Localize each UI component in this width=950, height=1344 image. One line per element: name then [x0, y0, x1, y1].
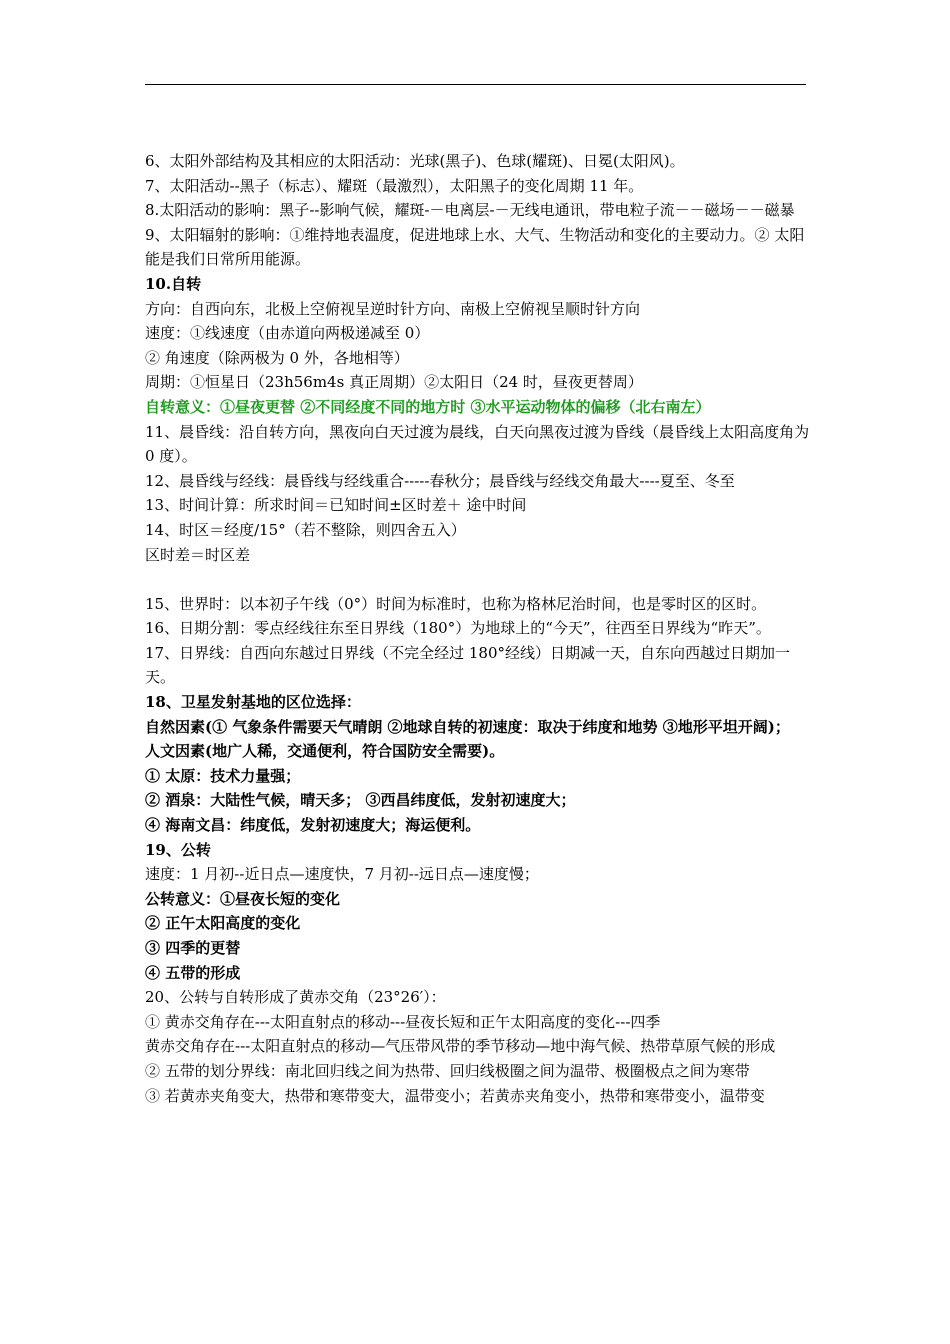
document-body	[145, 149, 810, 1108]
obliquity-change: ③ 若黄赤夹角变大，热带和寒带变大，温带变小；若黄赤夹角变小，热带和寒带变小，温带变	[145, 1086, 765, 1105]
line-20: 20、公转与自转形成了黄赤交角（23°26′）：	[145, 988, 446, 1007]
natural-factors: 自然因素(① 气象条件需要天气晴朗 ②地球自转的初速度：取决于纬度和地势 ③地形平坦开阔)；	[145, 717, 790, 736]
line-8: 8.太阳活动的影响：黑子--影响气候，耀斑-－电离层-－无线电通讯，带电粒子流－－磁场－－磁暴	[145, 201, 795, 220]
header-rule	[145, 84, 806, 85]
line-7: 7、太阳活动--黑子（标志）、耀斑（最激烈），太阳黑子的变化周期 11 年。	[145, 176, 644, 195]
rotation-speed-linear: 速度：①线速度（由赤道向两极递减至 0）	[145, 324, 430, 343]
rotation-period: 周期：①恒星日（23h56m4s 真正周期）②太阳日（24 时，昼夜更替周）	[145, 373, 643, 392]
line-12: 12、晨昏线与经线：晨昏线与经线重合-----春秋分；晨昏线与经线交角最大----夏至、冬至	[145, 471, 735, 490]
revolution-significance-1: 公转意义：①昼夜长短的变化	[145, 889, 341, 908]
heading-10-rotation: 10.自转	[145, 274, 202, 293]
line-17: 17、日界线：自西向东越过日界线（不完全经过 180°经线）日期减一天，自东向西越过日期加一天。	[145, 643, 790, 687]
heading-18-launch-site: 18、卫星发射基地的区位选择：	[145, 693, 361, 712]
line-15: 15、世界时：以本初子午线（0°）时间为标准时，也称为格林尼治时间，也是零时区的区时。	[145, 594, 767, 613]
revolution-significance-3: ③ 四季的更替	[145, 939, 241, 957]
line-11: 11、晨昏线：沿自转方向，黑夜向白天过渡为晨线，白天向黑夜过渡为昏线（晨昏线上太阳高度角为 0 度）。	[145, 422, 810, 466]
line-14: 14、时区＝经度/15°（若不整除，则四舍五入）	[145, 520, 466, 539]
five-zones-boundary: ② 五带的划分界线：南北回归线之间为热带、回归线极圈之间为温带、极圈极点之间为寒带	[145, 1061, 750, 1080]
obliquity-effect-1: ① 黄赤交角存在---太阳直射点的移动---昼夜长短和正午太阳高度的变化---四季	[145, 1012, 661, 1031]
obliquity-effect-2: 黄赤交角存在---太阳直射点的移动—气压带风带的季节移动—地中海气候、热带草原气候的形成	[145, 1037, 776, 1056]
rotation-speed-angular: ② 角速度（除两极为 0 外，各地相等）	[145, 348, 409, 367]
blank-gap	[145, 567, 810, 592]
site-jiuquan-xichang: ② 酒泉：大陆性气候，晴天多； ③西昌纬度低，发射初速度大；	[145, 791, 576, 810]
line-13: 13、时间计算：所求时间＝已知时间±区时差＋ 途中时间	[145, 496, 527, 515]
revolution-significance-2: ② 正午太阳高度的变化	[145, 914, 301, 933]
revolution-significance-4: ④ 五带的形成	[145, 963, 241, 982]
zone-time-diff: 区时差＝时区差	[145, 545, 251, 564]
line-16: 16、日期分割：零点经线往东至日界线（180°）为地球上的“今天”，往西至日界线为“昨天”。	[145, 619, 771, 638]
rotation-direction: 方向：自西向东，北极上空俯视呈逆时针方向、南极上空俯视呈顺时针方向	[145, 299, 641, 318]
site-taiyuan: ① 太原：技术力量强；	[145, 766, 301, 785]
heading-19-revolution: 19、公转	[145, 840, 211, 859]
rotation-significance: 自转意义：①昼夜更替 ②不同经度不同的地方时 ③水平运动物体的偏移（北右南左）	[145, 397, 711, 416]
site-wenchang: ④ 海南文昌：纬度低，发射初速度大；海运便利。	[145, 816, 481, 835]
revolution-speed: 速度：1 月初--近日点—速度快，7 月初--远日点—速度慢；	[145, 865, 539, 884]
human-factors: 人文因素(地广人稀，交通便利，符合国防安全需要)。	[145, 742, 505, 761]
line-9: 9、太阳辐射的影响：①维持地表温度，促进地球上水、大气、生物活动和变化的主要动力。② 太阳能是我们日常所用能源。	[145, 225, 805, 269]
line-6: 6、太阳外部结构及其相应的太阳活动：光球(黑子)、色球(耀斑)、日冕(太阳风)。	[145, 152, 685, 170]
